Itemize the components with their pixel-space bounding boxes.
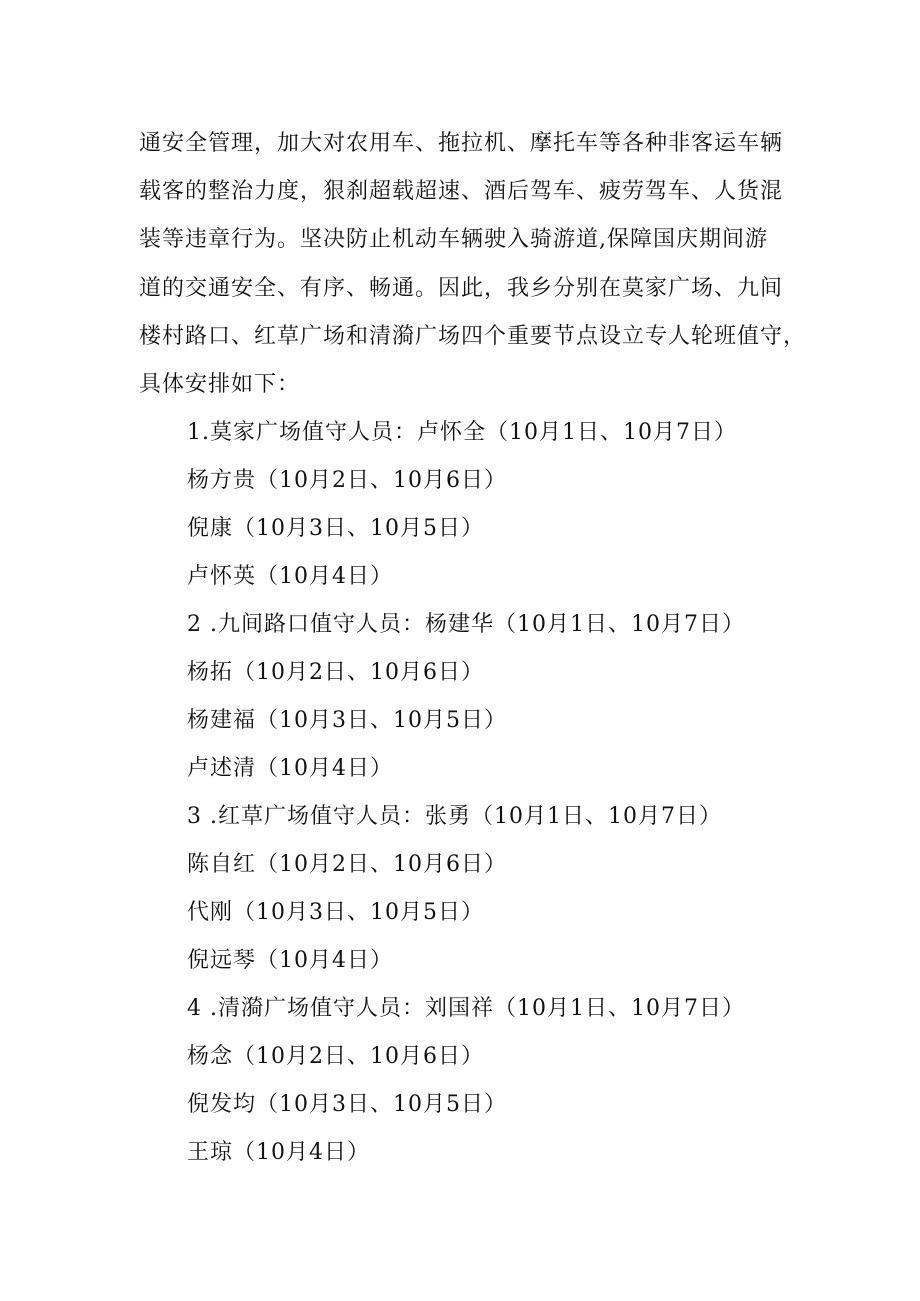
schedule-entry: 代刚（10月3日、10月5日） bbox=[187, 900, 484, 925]
schedule-entry: 卢怀英（10月4日） bbox=[187, 564, 393, 589]
paragraph-line: 装等违章行为。坚决防止机动车辆驶入骑游道,保障国庆期间游 bbox=[139, 227, 768, 252]
schedule-entry: 陈自红（10月2日、10月6日） bbox=[187, 852, 507, 877]
paragraph-line: 载客的整治力度，狠刹超载超速、酒后驾车、疲劳驾车、人货混 bbox=[139, 179, 784, 204]
paragraph-line: 楼村路口、红草广场和清漪广场四个重要节点设立专人轮班值守， bbox=[139, 324, 807, 349]
schedule-heading-1: 1.莫家广场值守人员：卢怀全（10月1日、10月7日） bbox=[187, 420, 737, 445]
schedule-entry: 卢述清（10月4日） bbox=[187, 756, 393, 781]
schedule-entry: 杨方贵（10月2日、10月6日） bbox=[187, 468, 507, 493]
paragraph-line: 道的交通安全、有序、畅通。因此，我乡分别在莫家广场、九间 bbox=[139, 276, 784, 301]
schedule-entry: 倪发均（10月3日、10月5日） bbox=[187, 1092, 507, 1117]
schedule-entry: 倪远琴（10月4日） bbox=[187, 948, 393, 973]
paragraph-line: 具体安排如下： bbox=[139, 372, 301, 397]
schedule-entry: 杨念（10月2日、10月6日） bbox=[187, 1044, 484, 1069]
schedule-heading-4: 4 .清漪广场值守人员：刘国祥（10月1日、10月7日） bbox=[187, 996, 745, 1021]
schedule-heading-3: 3 .红草广场值守人员：张勇（10月1日、10月7日） bbox=[187, 804, 722, 829]
schedule-entry: 王琼（10月4日） bbox=[187, 1140, 370, 1165]
schedule-entry: 杨拓（10月2日、10月6日） bbox=[187, 660, 484, 685]
schedule-entry: 倪康（10月3日、10月5日） bbox=[187, 516, 484, 541]
paragraph-line: 通安全管理，加大对农用车、拖拉机、摩托车等各种非客运车辆 bbox=[139, 131, 784, 156]
schedule-entry: 杨建福（10月3日、10月5日） bbox=[187, 708, 507, 733]
schedule-heading-2: 2 .九间路口值守人员：杨建华（10月1日、10月7日） bbox=[187, 612, 745, 637]
